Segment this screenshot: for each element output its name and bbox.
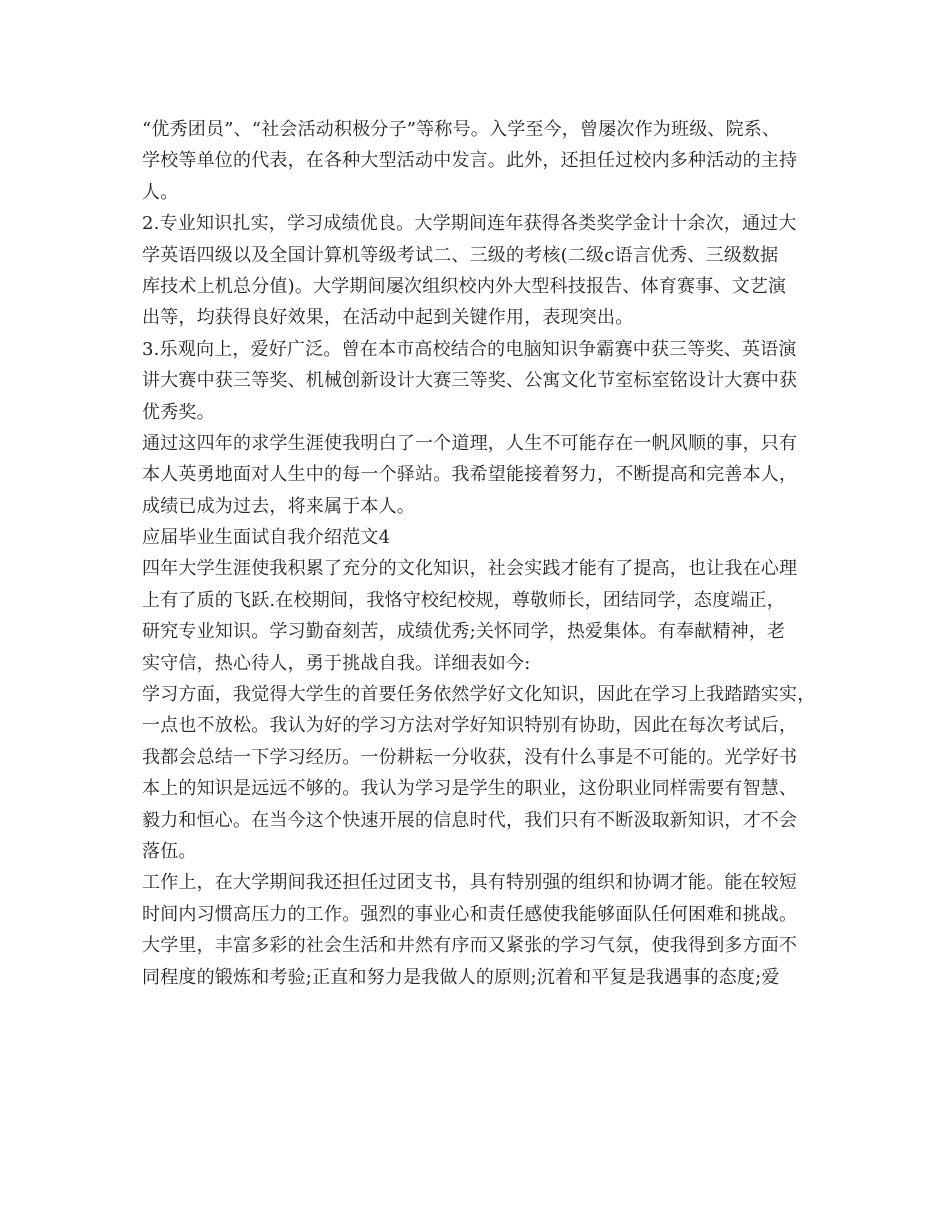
text-line: 上有了质的飞跃.在校期间，我恪守校纪校规，尊敬师长，团结同学，态度端正，	[142, 589, 785, 611]
document-body	[142, 114, 832, 993]
text-line: 成绩已成为过去，将来属于本人。	[142, 495, 415, 517]
text-line: 大学里，丰富多彩的社会生活和井然有序而又紧张的学习气氛，使我得到多方面不	[142, 935, 798, 957]
text-line: “优秀团员”、“社会活动积极分子”等称号。入学至今，曾屡次作为班级、院系、	[142, 119, 781, 140]
text-line: 时间内习惯高压力的工作。强烈的事业心和责任感使我能够面队任何困难和挑战。	[142, 903, 798, 925]
section-heading: 应届毕业生面试自我介绍范文4	[142, 527, 391, 549]
text-line: 库技术上机总分值)。大学期间屡次组织校内外大型科技报告、体育赛事、文艺演	[142, 275, 787, 297]
text-line: 2.专业知识扎实，学习成绩优良。大学期间连年获得各类奖学金计十余次，通过大	[142, 213, 797, 235]
text-line: 3.乐观向上，爱好广泛。曾在本市高校结合的电脑知识争霸赛中获三等奖、英语演	[142, 338, 797, 360]
text-line: 一点也不放松。我认为好的学习方法对学好知识特别有协助，因此在每次考试后，	[142, 715, 798, 737]
text-line: 工作上，在大学期间我还担任过团支书，具有特别强的组织和协调才能。能在较短	[142, 872, 798, 894]
text-line: 本人英勇地面对人生中的每一个驿站。我希望能接着努力，不断提高和完善本人，	[142, 464, 798, 486]
text-line: 优秀奖。	[142, 401, 215, 423]
text-line: 我都会总结一下学习经历。一份耕耘一分收获，没有什么事是不可能的。光学好书	[142, 746, 798, 768]
text-line: 学英语四级以及全国计算机等级考试二、三级的考核(二级c语言优秀、三级数据	[142, 244, 779, 266]
text-line: 研究专业知识。学习勤奋刻苦，成绩优秀;关怀同学，热爱集体。有奉献精神，老	[142, 621, 786, 643]
text-line: 通过这四年的求学生涯使我明白了一个道理，人生不可能存在一帆风顺的事，只有	[142, 432, 798, 454]
text-line: 学习方面，我觉得大学生的首要任务依然学好文化知识，因此在学习上我踏踏实实，	[142, 684, 816, 706]
text-line: 四年大学生涯使我积累了充分的文化知识，社会实践才能有了提高，也让我在心理	[142, 558, 798, 580]
text-line: 学校等单位的代表，在各种大型活动中发言。此外，还担任过校内多种活动的主持	[142, 150, 798, 172]
text-line: 毅力和恒心。在当今这个快速开展的信息时代，我们只有不断汲取新知识，才不会	[142, 809, 798, 831]
text-line: 落伍。	[142, 840, 197, 862]
text-line: 实守信，热心待人，勇于挑战自我。详细表如今:	[142, 652, 531, 674]
text-line: 同程度的锻炼和考验;正直和努力是我做人的原则;沉着和平复是我遇事的态度;爱	[142, 966, 780, 988]
text-line: 出等，均获得良好效果，在活动中起到关键作用，表现突出。	[142, 307, 634, 329]
text-line: 人。	[142, 181, 179, 203]
text-line: 本上的知识是远远不够的。我认为学习是学生的职业，这份职业同样需要有智慧、	[142, 778, 798, 800]
text-line: 讲大赛中获三等奖、机械创新设计大赛三等奖、公寓文化节室标室铭设计大赛中获	[142, 370, 798, 392]
